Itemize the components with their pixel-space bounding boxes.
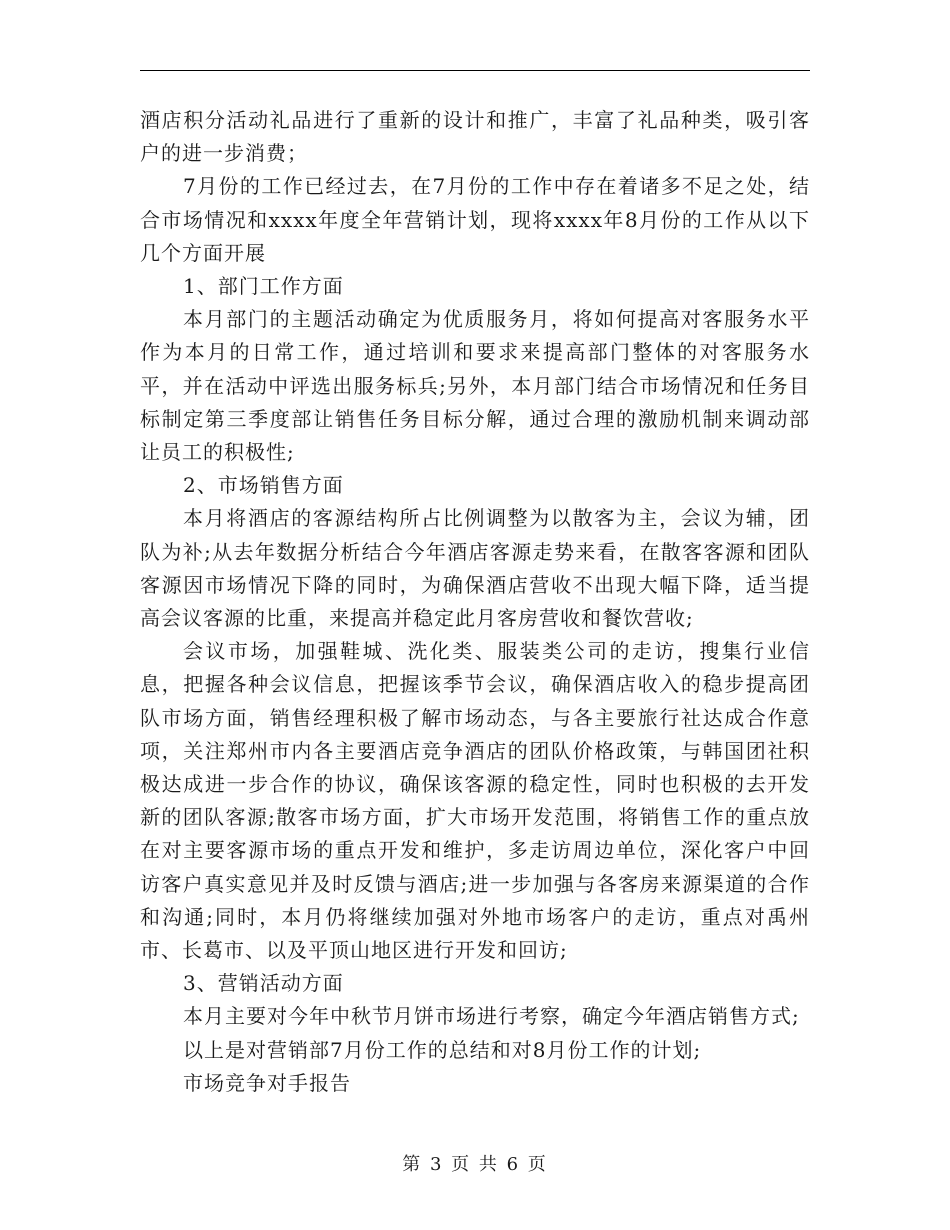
paragraph: 市场竞争对手报告 [183,1070,351,1095]
paragraph: 本月主要对今年中秋节月饼市场进行考察，确定今年酒店销售方式; [183,1004,800,1029]
header-rule [140,70,810,71]
section-heading: 3、营销活动方面 [183,971,344,996]
section-heading: 2、市场销售方面 [183,473,344,498]
paragraph: 酒店积分活动礼品进行了重新的设计和推广，丰富了礼品种类，吸引客户的进一步消费； [140,108,810,166]
paragraph: 会议市场，加强鞋城、洗化类、服装类公司的走访，搜集行业信息，把握各种会议信息，把握该季节会议，确保酒店收入的稳步提高团队市场方面，销售经理积极了解市场动态，与各主要旅行社达成合作意项，关注郑州市内各主要酒店竞争酒店的团队价格政策，与韩国团社积极达成进一步合作的协议，确保该客源的稳定性，同时也积极的去开发新的团队客源;散客市场方面，扩大市场开发范围，将销售工作的重点放在对主要客源市场的重点开发和维护，多走访周边单位，深化客户中回访客户真实意见并及时反馈与酒店;进一步加强与各客房来源渠道的合作和沟通;同时，本月仍将继续加强对外地市场客户的走访，重点对禹州市、长葛市、以及平顶山地区进行开发和回访; [140,639,810,963]
section-heading: 1、部门工作方面 [183,274,344,299]
page-number: 第 3 页 共 6 页 [402,1154,548,1175]
paragraph: 本月将酒店的客源结构所占比例调整为以散客为主，会议为辅，团队为补;从去年数据分析结合今年酒店客源走势来看，在散客客源和团队客源因市场情况下降的同时，为确保酒店营收不出现大幅下降，适当提高会议客源的比重，来提高并稳定此月客房营收和餐饮营收; [140,506,810,631]
document-body [140,104,810,1100]
paragraph: 7月份的工作已经过去，在7月份的工作中存在着诸多不足之处，结合市场情况和xxxx年度全年营销计划，现将xxxx年8月份的工作从以下几个方面开展 [140,174,810,265]
paragraph: 本月部门的主题活动确定为优质服务月，将如何提高对客服务水平作为本月的日常工作，通过培训和要求来提高部门整体的对客服务水平，并在活动中评选出服务标兵;另外，本月部门结合市场情况和任务目标制定第三季度部让销售任务目标分解，通过合理的激励机制来调动部让员工的积极性; [140,307,810,465]
paragraph: 以上是对营销部7月份工作的总结和对8月份工作的计划; [183,1037,702,1062]
